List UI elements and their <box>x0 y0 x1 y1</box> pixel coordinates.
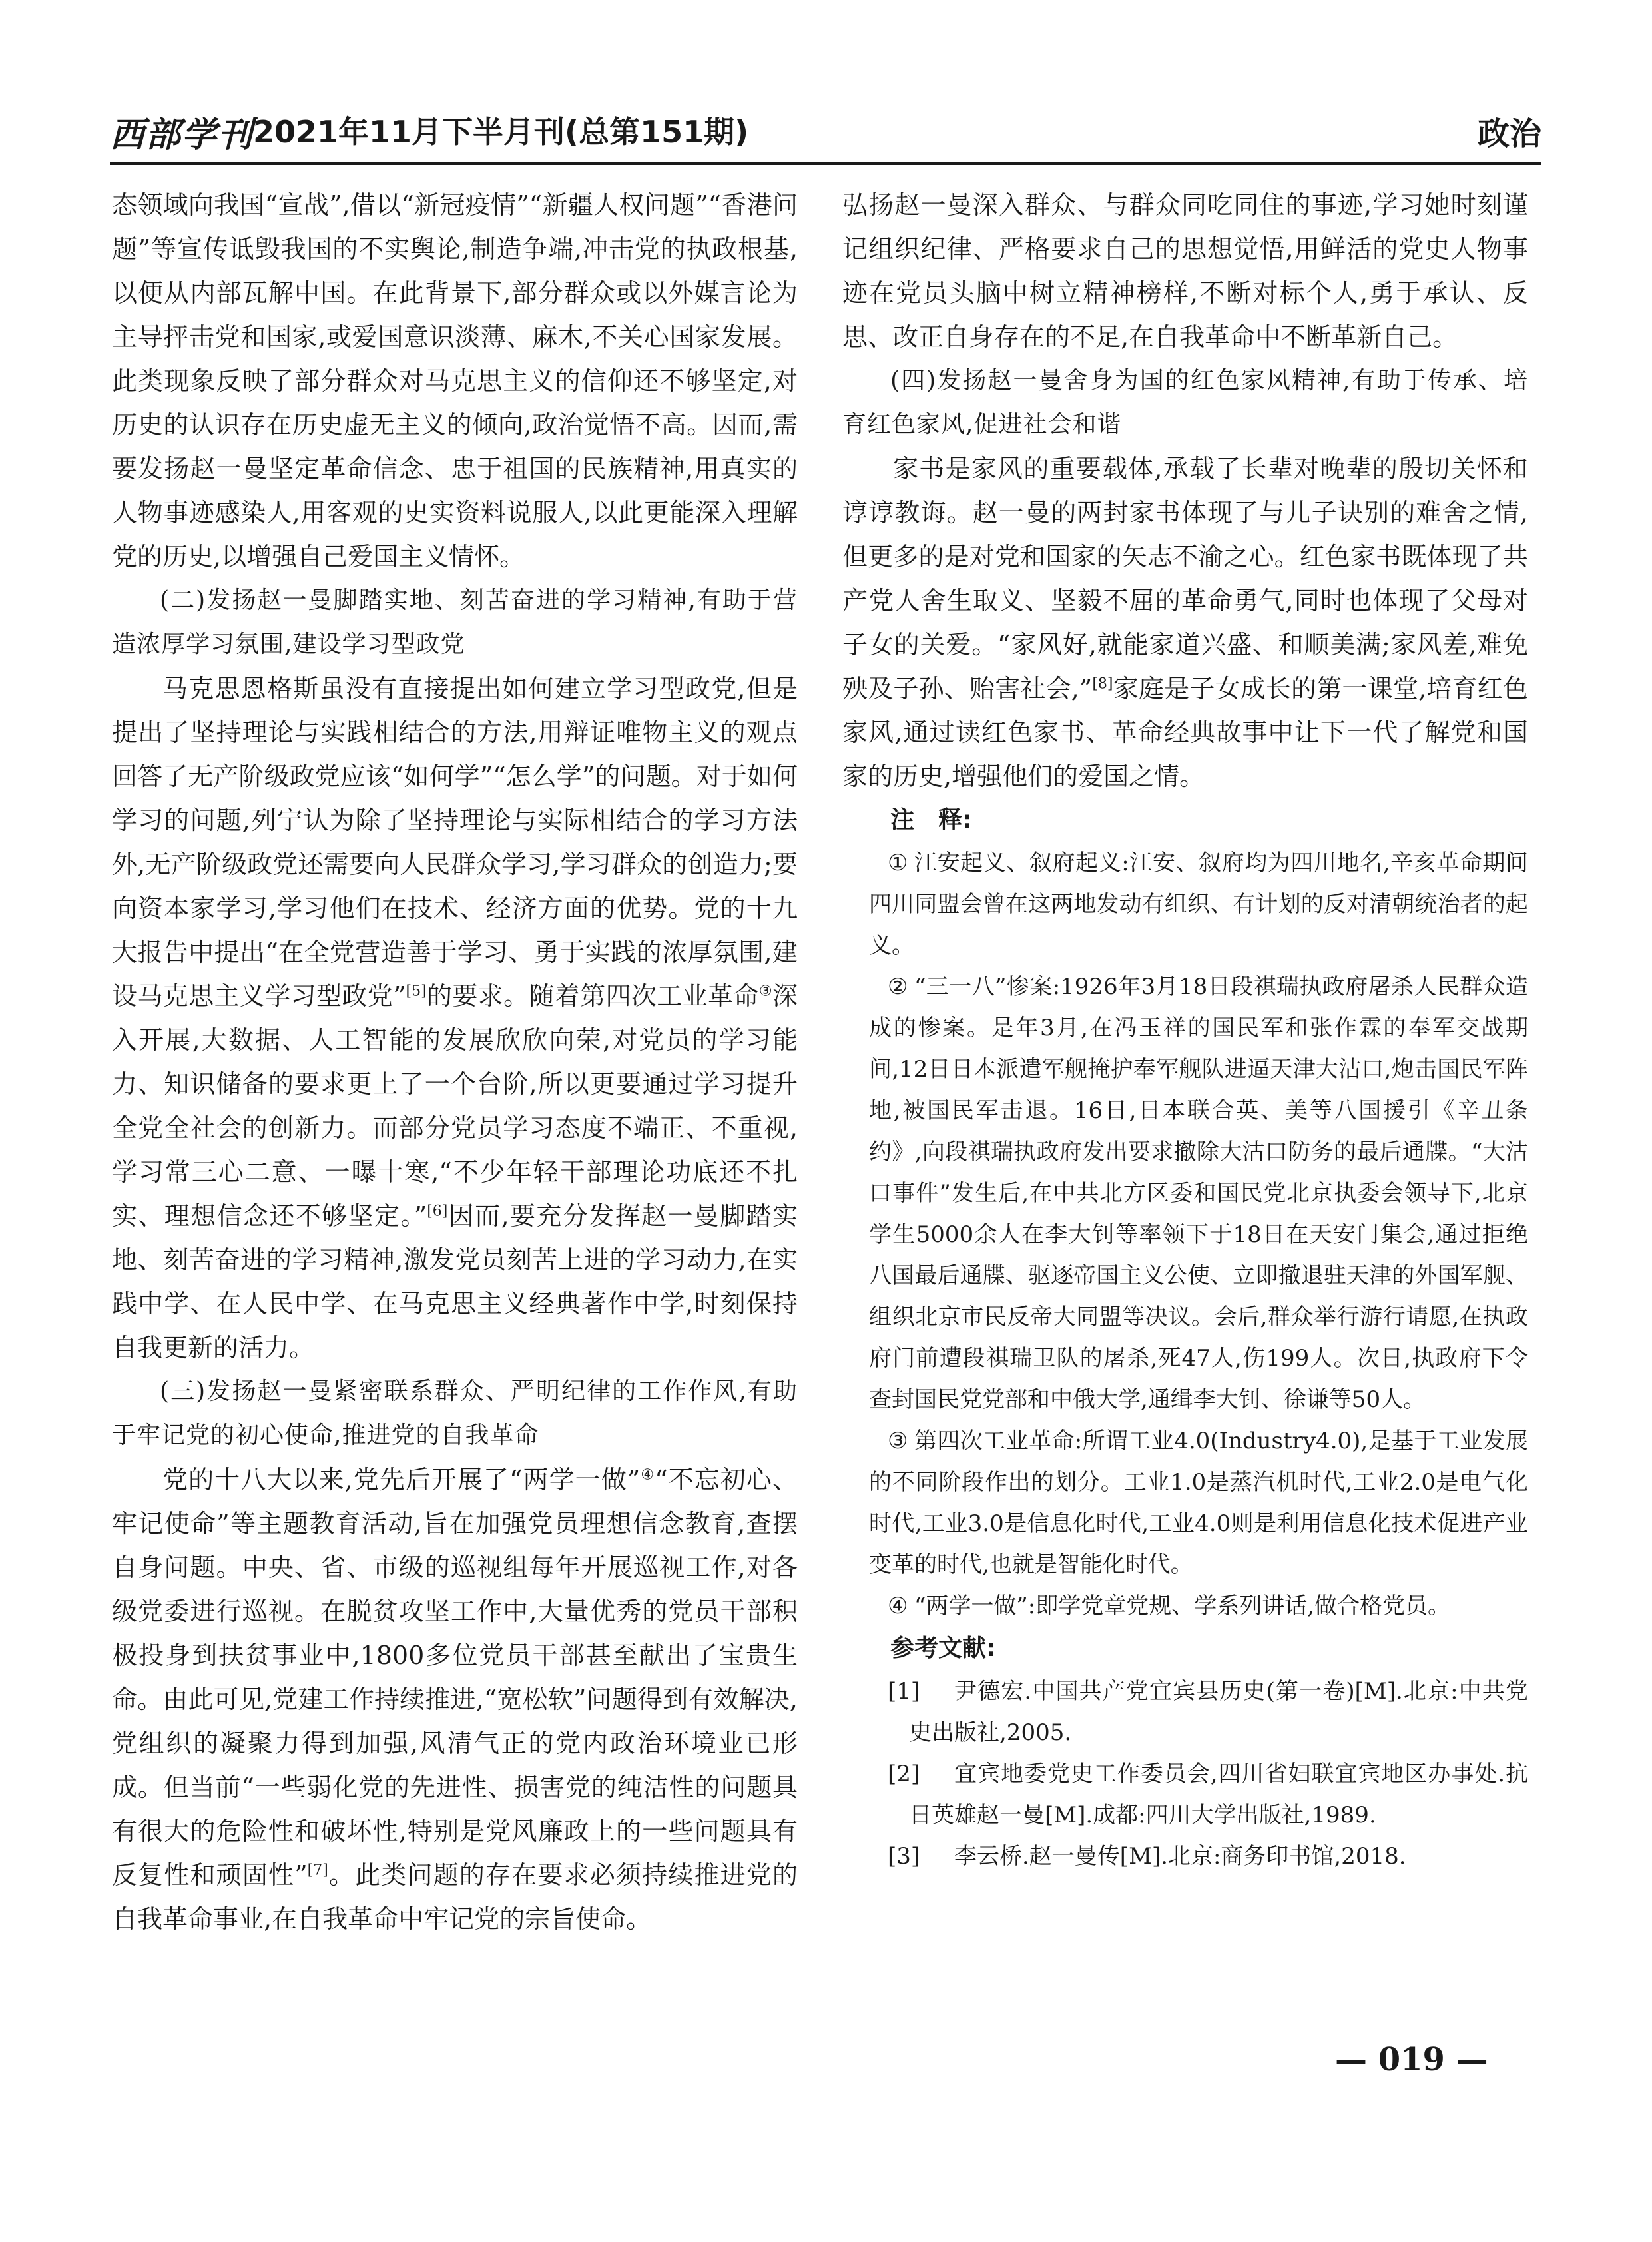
note-ref-3: ③ <box>758 983 772 1000</box>
left-column <box>112 183 798 1941</box>
paragraph: 马克思恩格斯虽没有直接提出如何建立学习型政党,但是提出了坚持理论与实践相结合的方法,用辩证唯物主义的观点回答了无产阶级政党应该“如何学”“怎么学”的问题。对于如何学习的问题,列宁认为除了坚持理论与实际相结合的学习方法外,无产阶级政党还需要向人民群众学习,学习群众的创造力;要向资本家学习,学习他们在技术、经济方面的优势。党的十九大报告中提出“在全党营造善于学习、勇于实践的浓厚氛围,建设马克思主义学习型政党”[5]的要求。随着第四次工业革命③深入开展,大数据、人工智能的发展欣欣向荣,对党员的学习能力、知识储备的要求更上了一个台阶,所以更要通过学习提升全党全社会的创新力。而部分党员学习态度不端正、不重视,学习常三心二意、一曝十寒,“不少年轻干部理论功底还不扎实、理想信念还不够坚定。”[6]因而,要充分发挥赵一曼脚踏实地、刻苦奋进的学习精神,激发党员刻苦上进的学习动力,在实践中学、在人民中学、在马克思主义经典著作中学,时刻保持自我更新的活力。 <box>112 674 798 1362</box>
citation-5: [5] <box>406 983 427 1000</box>
paragraph: 党的十八大以来,党先后开展了“两学一做”④“不忘初心、牢记使命”等主题教育活动,旨在加强党员理想信念教育,查摆自身问题。中央、省、市级的巡视组每年开展巡视工作,对各级党委进行巡视。在脱贫攻坚工作中,大量优秀的党员干部积极投身到扶贫事业中,1800多位党员干部甚至献出了宝贵生命。由此可见,党建工作持续推进,“宽松软”问题得到有效解决,党组织的凝聚力得到加强,风清气正的党内政治环境业已形成。但当前“一些弱化党的先进性、损害党的纯洁性的问题具有很大的危险性和破坏性,特别是党风廉政上的一些问题具有反复性和顽固性”[7]。此类问题的存在要求必须持续推进党的自我革命事业,在自我革命中牢记党的宗旨使命。 <box>112 1465 798 1934</box>
notes-title: 注 释: <box>890 806 972 834</box>
note-item: ① 江安起义、叙府起义:江安、叙府均为四川地名,辛亥革命期间四川同盟会曾在这两地发动有组织、有计划的反对清朝统治者的起义。 <box>869 850 1528 959</box>
citation-8: [8] <box>1092 675 1113 693</box>
citation-7: [7] <box>307 1862 328 1879</box>
reference-item: [1] 尹德宏.中国共产党宜宾县历史(第一卷)[M].北京:中共党史出版社,2005. <box>888 1678 1528 1746</box>
subheading-4: (四)发扬赵一曼舍身为国的红色家风精神,有助于传承、培育红色家风,促进社会和谐 <box>842 367 1528 438</box>
page-number: — 019 — <box>1335 2041 1488 2078</box>
issue-info: 2021年11月下半月刊(总第151期) <box>253 114 749 150</box>
note-item: ④ “两学一做”:即学党章党规、学系列讲话,做合格党员。 <box>888 1593 1451 1619</box>
references-title: 参考文献: <box>890 1635 996 1662</box>
running-header <box>110 107 1541 158</box>
citation-6: [6] <box>427 1203 448 1220</box>
paragraph: 态领域向我国“宣战”,借以“新冠疫情”“新疆人权问题”“香港问题”等宣传诋毁我国的不实舆论,制造争端,冲击党的执政根基,以便从内部瓦解中国。在此背景下,部分群众或以外媒言论为主导抨击党和国家,或爱国意识淡薄、麻木,不关心国家发展。此类现象反映了部分群众对马克思主义的信仰还不够坚定,对历史的认识存在历史虚无主义的倾向,政治觉悟不高。因而,需要发扬赵一曼坚定革命信念、忠于祖国的民族精神,用真实的人物事迹感染人,用客观的史实资料说服人,以此更能深入理解党的历史,以增强自己爱国主义情怀。 <box>112 190 798 571</box>
note-ref-4: ④ <box>640 1466 655 1484</box>
paragraph: 家书是家风的重要载体,承载了长辈对晚辈的殷切关怀和谆谆教诲。赵一曼的两封家书体现了与儿子诀别的难舍之情,但更多的是对党和国家的矢志不渝之心。红色家书既体现了共产党人舍生取义、坚毅不屈的革命勇气,同时也体现了父母对子女的关爱。“家风好,就能家道兴盛、和顺美满;家风差,难免殃及子孙、贻害社会,”[8]家庭是子女成长的第一课堂,培育红色家风,通过读红色家书、革命经典故事中让下一代了解党和国家的历史,增强他们的爱国之情。 <box>842 454 1528 791</box>
subheading-3: (三)发扬赵一曼紧密联系群众、严明纪律的工作作风,有助于牢记党的初心使命,推进党的自我革命 <box>112 1378 798 1449</box>
note-item: ③ 第四次工业革命:所谓工业4.0(Industry4.0),是基于工业发展的不同阶段作出的划分。工业1.0是蒸汽机时代,工业2.0是电气化时代,工业3.0是信息化时代,工业4.0则是利用信息化技术促进产业变革的时代,也就是智能化时代。 <box>869 1428 1528 1578</box>
paragraph: 弘扬赵一曼深入群众、与群众同吃同住的事迹,学习她时刻谨记组织纪律、严格要求自己的思想觉悟,用鲜活的党史人物事迹在党员头脑中树立精神榜样,不断对标个人,勇于承认、反思、改正自身存在的不足,在自我革命中不断革新自己。 <box>842 190 1528 352</box>
section-name: 政治 <box>1477 115 1541 152</box>
reference-item: [3] 李云桥.赵一曼传[M].北京:商务印书馆,2018. <box>888 1843 1406 1870</box>
reference-item: [2] 宜宾地委党史工作委员会,四川省妇联宜宾地区办事处.抗日英雄赵一曼[M].成都:四川大学出版社,1989. <box>888 1761 1528 1828</box>
right-column <box>842 183 1528 1877</box>
subheading-2: (二)发扬赵一曼脚踏实地、刻苦奋进的学习精神,有助于营造浓厚学习氛围,建设学习型政党 <box>112 587 798 658</box>
header-rule <box>110 162 1541 165</box>
journal-logo: 西部学刊 <box>110 115 254 155</box>
note-item: ② “三一八”惨案:1926年3月18日段祺瑞执政府屠杀人民群众造成的惨案。是年3月,在冯玉祥的国民军和张作霖的奉军交战期间,12日日本派遣军舰掩护奉军舰队进逼天津大沽口,炮击国民军阵地,被国民军击退。16日,日本联合英、美等八国援引《辛丑条约》,向段祺瑞执政府发出要求撤除大沽口防务的最后通牒。“大沽口事件”发生后,在中共北方区委和国民党北京执委会领导下,北京学生5000余人在李大钊等率领下于18日在天安门集会,通过拒绝八国最后通牒、驱逐帝国主义公使、立即撤退驻天津的外国军舰、组织北京市民反帝大同盟等决议。会后,群众举行游行请愿,在执政府门前遭段祺瑞卫队的屠杀,死47人,伤199人。次日,执政府下令查封国民党党部和中俄大学,通缉李大钊、徐谦等50人。 <box>869 974 1528 1413</box>
